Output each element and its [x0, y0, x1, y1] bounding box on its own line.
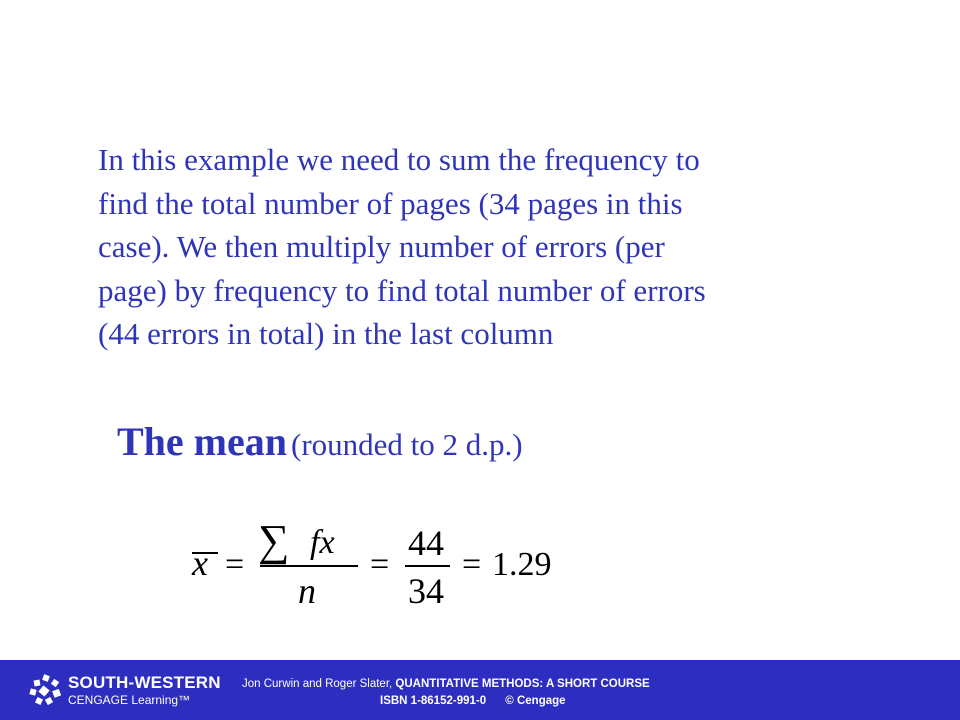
- cengage-logo-icon: [28, 673, 64, 707]
- denominator: 34: [408, 571, 444, 611]
- result-value: 1.29: [492, 546, 552, 583]
- book-credit: [242, 676, 650, 710]
- isbn-line: [242, 693, 650, 710]
- book-title: QUANTITATIVE METHODS: A SHORT COURSE: [395, 678, 650, 690]
- paragraph-line: In this example we need to sum the frequency to: [98, 142, 700, 177]
- paragraph-line: page) by frequency to find total number of errors: [98, 272, 706, 308]
- fx-term: fx: [310, 524, 335, 561]
- paragraph-line: find the total number of pages (34 pages in this: [98, 185, 683, 221]
- body-paragraph: [98, 138, 858, 356]
- paragraph-line: case). We then multiply number of errors (per: [98, 229, 665, 264]
- authors-text: Jon Curwin and Roger Slater,: [242, 678, 393, 690]
- paragraph-line: (44 errors in total) in the last column: [98, 316, 554, 351]
- isbn-text: ISBN 1-86152-991-0: [380, 695, 487, 707]
- mean-formula: [180, 515, 580, 615]
- mean-heading: [117, 418, 523, 465]
- logo-subtitle: CENGAGE Learning™: [68, 693, 191, 707]
- n-term: n: [298, 571, 316, 611]
- mean-title: The mean: [117, 419, 287, 464]
- xbar-symbol: x: [192, 543, 208, 583]
- numerator: 44: [408, 523, 444, 563]
- mean-rounding-note: (rounded to 2 d.p.): [291, 427, 523, 462]
- equals-sign: =: [370, 546, 390, 583]
- equals-sign: =: [225, 546, 245, 583]
- copyright-text: © Cengage: [505, 695, 566, 707]
- equals-sign: =: [462, 546, 482, 583]
- sigma-symbol: ∑: [258, 516, 290, 565]
- footer-bar: [0, 660, 960, 720]
- logo-title: SOUTH-WESTERN: [68, 673, 221, 692]
- publisher-logo: [68, 673, 221, 707]
